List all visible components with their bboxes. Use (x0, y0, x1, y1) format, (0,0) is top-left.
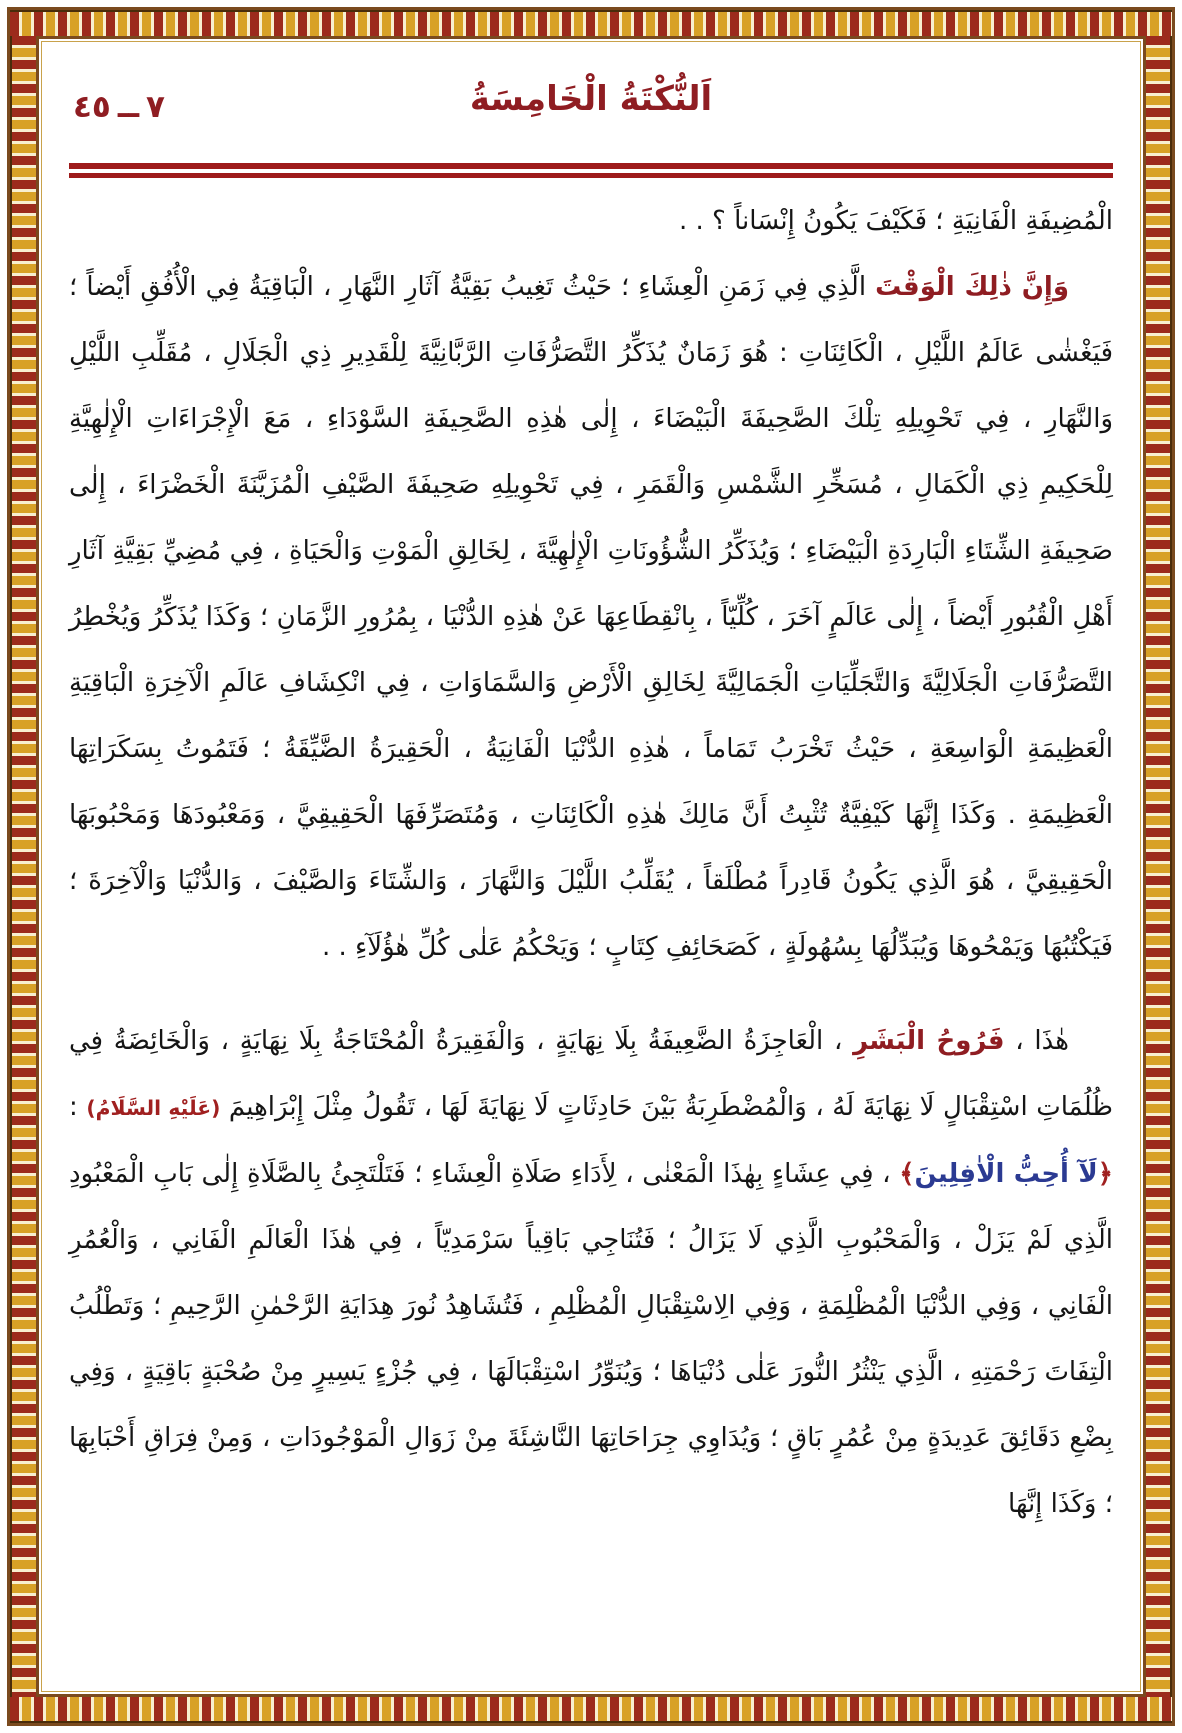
text-run-quran: لَآ أُحِبُّ الْاٰفِلِينَ (914, 1159, 1098, 1189)
border-chain-left (10, 36, 38, 1697)
border-chain-right (1144, 36, 1172, 1697)
body-text (69, 188, 1113, 1537)
header-divider (69, 163, 1113, 178)
text-run-lead: وَإِنَّ ذٰلِكَ الْوَقْتَ (875, 272, 1069, 302)
text-run-bracket: ﴾ (899, 1159, 915, 1189)
page-content-area (36, 36, 1146, 1697)
page-border (7, 7, 1175, 1726)
text-run-text: : (69, 1092, 87, 1122)
divider-line-bottom (69, 173, 1113, 178)
page-number-separator: ــ (117, 89, 140, 125)
page-number (73, 89, 165, 125)
text-run-text: الَّذِي فِي زَمَنِ الْعِشَاءِ ؛ حَيْثُ تَغِيبُ بَقِيَّةُ آثَارِ النَّهَارِ ، الْبَاقِيَةُ فِي الْأُفُقِ أَيْضاً ؛ فَيَغْشٰى عَالَمُ اللَّيْلِ ، الْكَائِنَاتِ : هُوَ زَمَانٌ يُذَكِّرُ التَّصَرُّفَاتِ الرَّبَّانِيَّةَ لِلْقَدِيرِ ذِي الْجَلَالِ ، مُقَلِّبِ اللَّيْلِ وَالنَّهَارِ ، فِي تَحْوِيلِهِ تِلْكَ الصَّحِيفَةَ الْبَيْضَاءَ ، إِلٰى هٰذِهِ الصَّحِيفَةِ السَّوْدَاءِ ، مَعَ الْإِجْرَاءَاتِ الْإِلٰهِيَّةِ لِلْحَكِيمِ ذِي الْكَمَالِ ، مُسَخِّرِ الشَّمْسِ وَالْقَمَرِ ، فِي تَحْوِيلِهِ صَحِيفَةَ الصَّيْفِ الْمُزَيَّنَةَ الْخَضْرَاءَ ، إِلٰى صَحِيفَةِ الشِّتَاءِ الْبَارِدَةِ الْبَيْضَاءِ ؛ وَيُذَكِّرُ الشُّؤُونَاتِ الْإِلٰهِيَّةَ ، لِخَالِقِ الْمَوْتِ وَالْحَيَاةِ ، فِي مُضِيِّ بَقِيَّةِ آثَارِ أَهْلِ الْقُبُورِ أَيْضاً ، إِلٰى عَالَمٍ آخَرَ ، كُلِّيّاً ، بِانْقِطَاعِهَا عَنْ هٰذِهِ الدُّنْيَا ، بِمُرُورِ الزَّمَانِ ؛ وَكَذَا يُذَكِّرُ وَيُخْطِرُ التَّصَرُّفَاتِ الْجَلَالِيَّةَ وَالتَّجَلِّيَاتِ الْجَمَالِيَّةَ لِخَالِقِ الْأَرْضِ وَالسَّمَاوَاتِ ، فِي انْكِشَافِ عَالَمِ الْآخِرَةِ الْبَاقِيَةِ الْعَظِيمَةِ الْوَاسِعَةِ ، حَيْثُ تَخْرَبُ تَمَاماً ، هٰذِهِ الدُّنْيَا الْفَانِيَةُ ، الْحَقِيرَةُ الضَّيِّقَةُ ؛ فَتَمُوتُ بِسَكَرَاتِهَا الْعَظِيمَةِ . وَكَذَا إِنَّهَا كَيْفِيَّةٌ تُثْبِتُ أَنَّ مَالِكَ هٰذِهِ الْكَائِنَاتِ ، وَمُتَصَرِّفَهَا الْحَقِيقِيَّ ، وَمَعْبُودَهَا وَمَحْبُوبَهَا الْحَقِيقِيَّ ، هُوَ الَّذِي يَكُونُ قَادِراً مُطْلَقاً ، يُقَلِّبُ اللَّيْلَ وَالنَّهَارَ ، وَالشِّتَاءَ وَالصَّيْفَ ، وَالدُّنْيَا وَالْآخِرَةَ ؛ فَيَكْتُبُهَا وَيَمْحُوهَا وَيُبَدِّلُهَا بِسُهُولَةٍ ، كَصَحَائِفِ كِتَابٍ ؛ وَيَحْكُمُ عَلٰى كُلِّ هٰؤُلَآءِ . . (69, 272, 1113, 962)
text-run-text: ، الْعَاجِزَةُ الضَّعِيفَةُ بِلَا نِهَايَةٍ ، وَالْفَقِيرَةُ الْمُحْتَاجَةُ بِلَا نِهَايَةٍ ، وَالْخَائِضَةُ فِي ظُلُمَاتِ اسْتِقْبَالٍ لَا نِهَايَةَ لَهُ ، وَالْمُضْطَرِبَةُ بَيْنَ حَادِثَاتٍ لَا نِهَايَةَ لَهَا ، تَقُولُ مِثْلَ إِبْرَاهِيمَ (69, 1026, 1113, 1122)
paragraph-evening-time (69, 254, 1113, 980)
divider-line-top (69, 163, 1113, 169)
text-run-lead: فَرُوحُ الْبَشَرِ (853, 1026, 1005, 1056)
page-number-left: ٤٥ (73, 89, 111, 125)
page-number-right: ٧ (146, 89, 165, 125)
text-run-text: ، فِي عِشَاءٍ بِهٰذَا الْمَعْنٰى ، لِأَدَاءِ صَلَاةِ الْعِشَاءِ ؛ فَتَلْتَجِئُ بِالصَّلَاةِ إِلٰى بَابِ الْمَعْبُودِ الَّذِي لَمْ يَزَلْ ، وَالْمَحْبُوبِ الَّذِي لَا يَزَالُ ؛ فَتُنَاجِي بَاقِياً سَرْمَدِيّاً ، فِي هٰذَا الْعَالَمِ الْفَانِي ، وَالْعُمُرِ الْفَانِي ، وَفِي الدُّنْيَا الْمُظْلِمَةِ ، وَفِي الِاسْتِقْبَالِ الْمُظْلِمِ ، فَتُشَاهِدُ نُورَ هِدَايَةِ الرَّحْمٰنِ الرَّحِيمِ ؛ وَتَطْلُبُ الْتِفَاتَ رَحْمَتِهِ ، الَّذِي يَنْثُرُ النُّورَ عَلٰى دُنْيَاهَا ؛ وَيُنَوِّرُ اسْتِقْبَالَهَا ، فِي جُزْءٍ يَسِيرٍ مِنْ صُحْبَةٍ بَاقِيَةٍ ، وَفِي بِضْعِ دَقَائِقَ عَدِيدَةٍ مِنْ عُمُرٍ بَاقٍ ؛ وَيُدَاوِي جِرَاحَاتِهَا النَّاشِئَةَ مِنْ زَوَالِ الْمَوْجُودَاتِ ، وَمِنْ فِرَاقِ أَحْبَابِهَا ؛ وَكَذَا إِنَّهَا (69, 1159, 1113, 1519)
border-chain-bottom (10, 1695, 1172, 1723)
paragraph-human-spirit (69, 1008, 1113, 1537)
page-title: اَلنُّكْتَةُ الْخَامِسَةُ (469, 79, 713, 119)
text-run-bracket: ﴿ (1097, 1159, 1114, 1189)
text-run-text: هٰذَا ، (1004, 1026, 1069, 1056)
page-header (69, 57, 1113, 153)
text-run-honorific: (عَلَيْهِ السَّلَامُ) (86, 1096, 221, 1120)
text-run-text: الْمُضِيفَةِ الْفَانِيَةِ ؛ فَكَيْفَ يَكُونُ إِنْسَاناً ؟ . . (678, 206, 1113, 236)
paragraph-continuation (69, 188, 1113, 254)
border-chain-top (10, 10, 1172, 38)
